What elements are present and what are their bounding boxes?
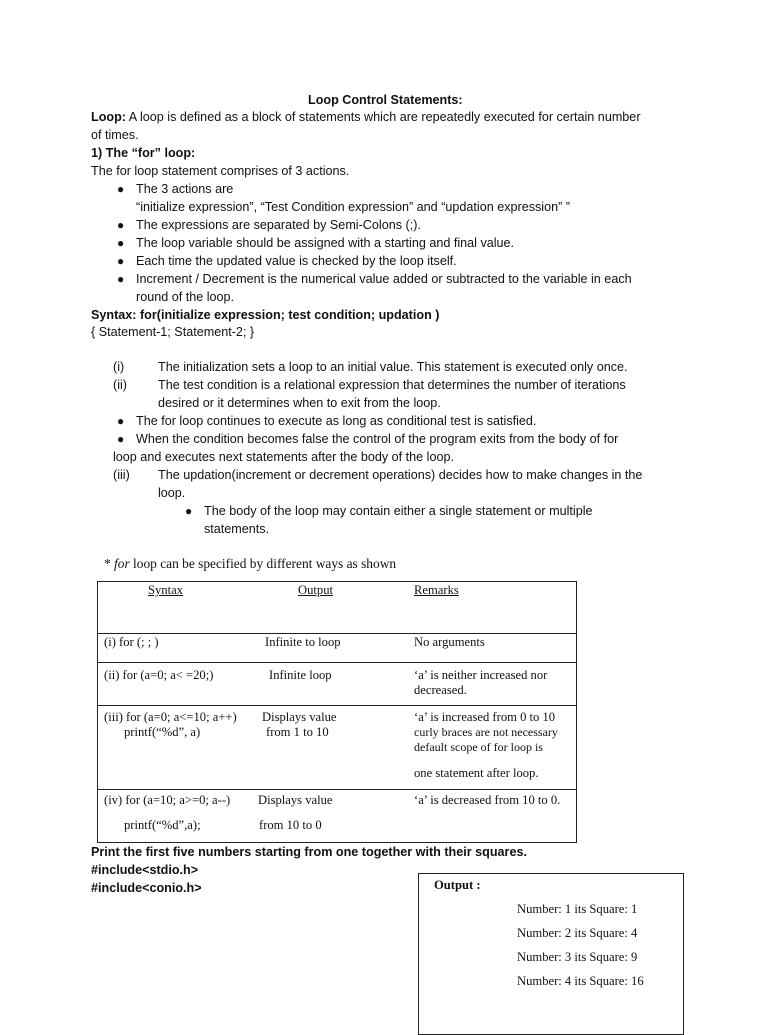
table-cell-syntax: (iii) for (a=0; a<=10; a++): [104, 710, 237, 724]
table-cell-output: Displays value: [262, 710, 337, 724]
loop-term: Loop:: [91, 110, 126, 124]
item-number: (i): [113, 360, 125, 374]
table-cell-syntax-cont: printf(“%d”, a): [124, 725, 201, 739]
table-cell-remarks-cont: decreased.: [414, 683, 467, 697]
table-cell-output: Displays value: [258, 793, 333, 807]
table-cell-remarks-cont: one statement after loop.: [414, 766, 539, 780]
table-cell-output: Infinite loop: [269, 668, 332, 682]
numbered-item: The initialization sets a loop to an initial value. This statement is executed only once.: [158, 360, 628, 374]
bullet-dot: ●: [117, 272, 125, 286]
program-title: Print the first five numbers starting from one together with their squares.: [91, 845, 527, 859]
syntax-line: Syntax: for(initialize expression; test condition; updation ): [91, 308, 440, 322]
bullet-dot: ●: [117, 432, 125, 446]
table-divider: [97, 789, 576, 790]
table-header-syntax: Syntax: [148, 583, 183, 597]
table-cell-syntax-cont: printf(“%d”,a);: [124, 818, 201, 832]
loop-definition-cont: of times.: [91, 128, 139, 142]
bullet-dot: ●: [117, 414, 125, 428]
table-cell-syntax: (i) for (; ; ): [104, 635, 159, 649]
caption-italic: for: [114, 556, 130, 571]
bullet-dot: ●: [117, 254, 125, 268]
bullet-item: The for loop continues to execute as long as conditional test is satisfied.: [136, 414, 537, 428]
numbered-item-cont: desired or it determines when to exit from the loop.: [158, 396, 441, 410]
bullet-item-cont: round of the loop.: [136, 290, 235, 304]
table-cell-remarks-cont: curly braces are not necessary: [414, 725, 558, 739]
for-loop-heading: 1) The “for” loop:: [91, 146, 196, 160]
caption-prefix: *: [104, 556, 115, 571]
numbered-item: The test condition is a relational expression that determines the number of iterations: [158, 378, 626, 392]
bullet-item: The loop variable should be assigned with a starting and final value.: [136, 236, 515, 250]
bullet-item: Each time the updated value is checked by the loop itself.: [136, 254, 457, 268]
output-line: Number: 1 its Square: 1: [517, 902, 638, 916]
bullet-item: When the condition becomes false the control of the program exits from the body of for: [136, 432, 619, 446]
item-number: (iii): [113, 468, 130, 482]
bullet-item-cont: loop and executes next statements after the body of the loop.: [113, 450, 454, 464]
output-line: Number: 4 its Square: 16: [517, 974, 644, 988]
for-loop-description: The for loop statement comprises of 3 actions.: [91, 164, 350, 178]
sub-bullet-item-cont: statements.: [204, 522, 270, 536]
include-stdio: #include<stdio.h>: [91, 863, 199, 877]
bullet-dot: ●: [117, 182, 125, 196]
loop-definition: [91, 108, 641, 126]
bullet-item: Increment / Decrement is the numerical value added or subtracted to the variable in each: [136, 272, 632, 286]
table-divider: [97, 662, 576, 663]
table-header-remarks: Remarks: [414, 583, 459, 597]
bullet-item: The 3 actions are: [136, 182, 234, 196]
output-line: Number: 3 its Square: 9: [517, 950, 638, 964]
syntax-body: { Statement-1; Statement-2; }: [91, 325, 255, 339]
table-cell-remarks-cont: default scope of for loop is: [414, 740, 543, 754]
include-conio: #include<conio.h>: [91, 881, 202, 895]
table-cell-remarks: ‘a’ is neither increased nor: [414, 668, 548, 682]
bullet-dot: ●: [117, 236, 125, 250]
output-title: Output :: [434, 878, 481, 892]
bullet-dot: ●: [117, 218, 125, 232]
table-caption: [104, 556, 396, 572]
output-line: Number: 2 its Square: 4: [517, 926, 638, 940]
bullet-dot: ●: [185, 504, 193, 518]
caption-rest: loop can be specified by different ways as shown: [129, 556, 397, 571]
numbered-item-cont: loop.: [158, 486, 186, 500]
table-cell-output-cont: from 10 to 0: [259, 818, 322, 832]
numbered-item: The updation(increment or decrement operations) decides how to make changes in the: [158, 468, 643, 482]
sub-bullet-item: The body of the loop may contain either a single statement or multiple: [204, 504, 593, 518]
bullet-item-cont: “initialize expression”, “Test Condition expression” and “updation expression” ”: [136, 200, 570, 214]
table-cell-output: Infinite to loop: [265, 635, 341, 649]
item-number: (ii): [113, 378, 127, 392]
table-header-output: Output: [298, 583, 333, 597]
table-cell-remarks: No arguments: [414, 635, 485, 649]
page-title: Loop Control Statements:: [308, 93, 463, 107]
table-cell-syntax: (iv) for (a=10; a>=0; a--): [104, 793, 231, 807]
table-divider: [97, 705, 576, 706]
table-cell-remarks: ‘a’ is decreased from 10 to 0.: [414, 793, 561, 807]
loop-definition-text: A loop is defined as a block of statements which are repeatedly executed for certain number: [125, 110, 641, 124]
table-cell-syntax: (ii) for (a=0; a< =20;): [104, 668, 214, 682]
table-cell-remarks: ‘a’ is increased from 0 to 10: [414, 710, 556, 724]
table-cell-output-cont: from 1 to 10: [266, 725, 329, 739]
bullet-item: The expressions are separated by Semi-Colons (;).: [136, 218, 421, 232]
